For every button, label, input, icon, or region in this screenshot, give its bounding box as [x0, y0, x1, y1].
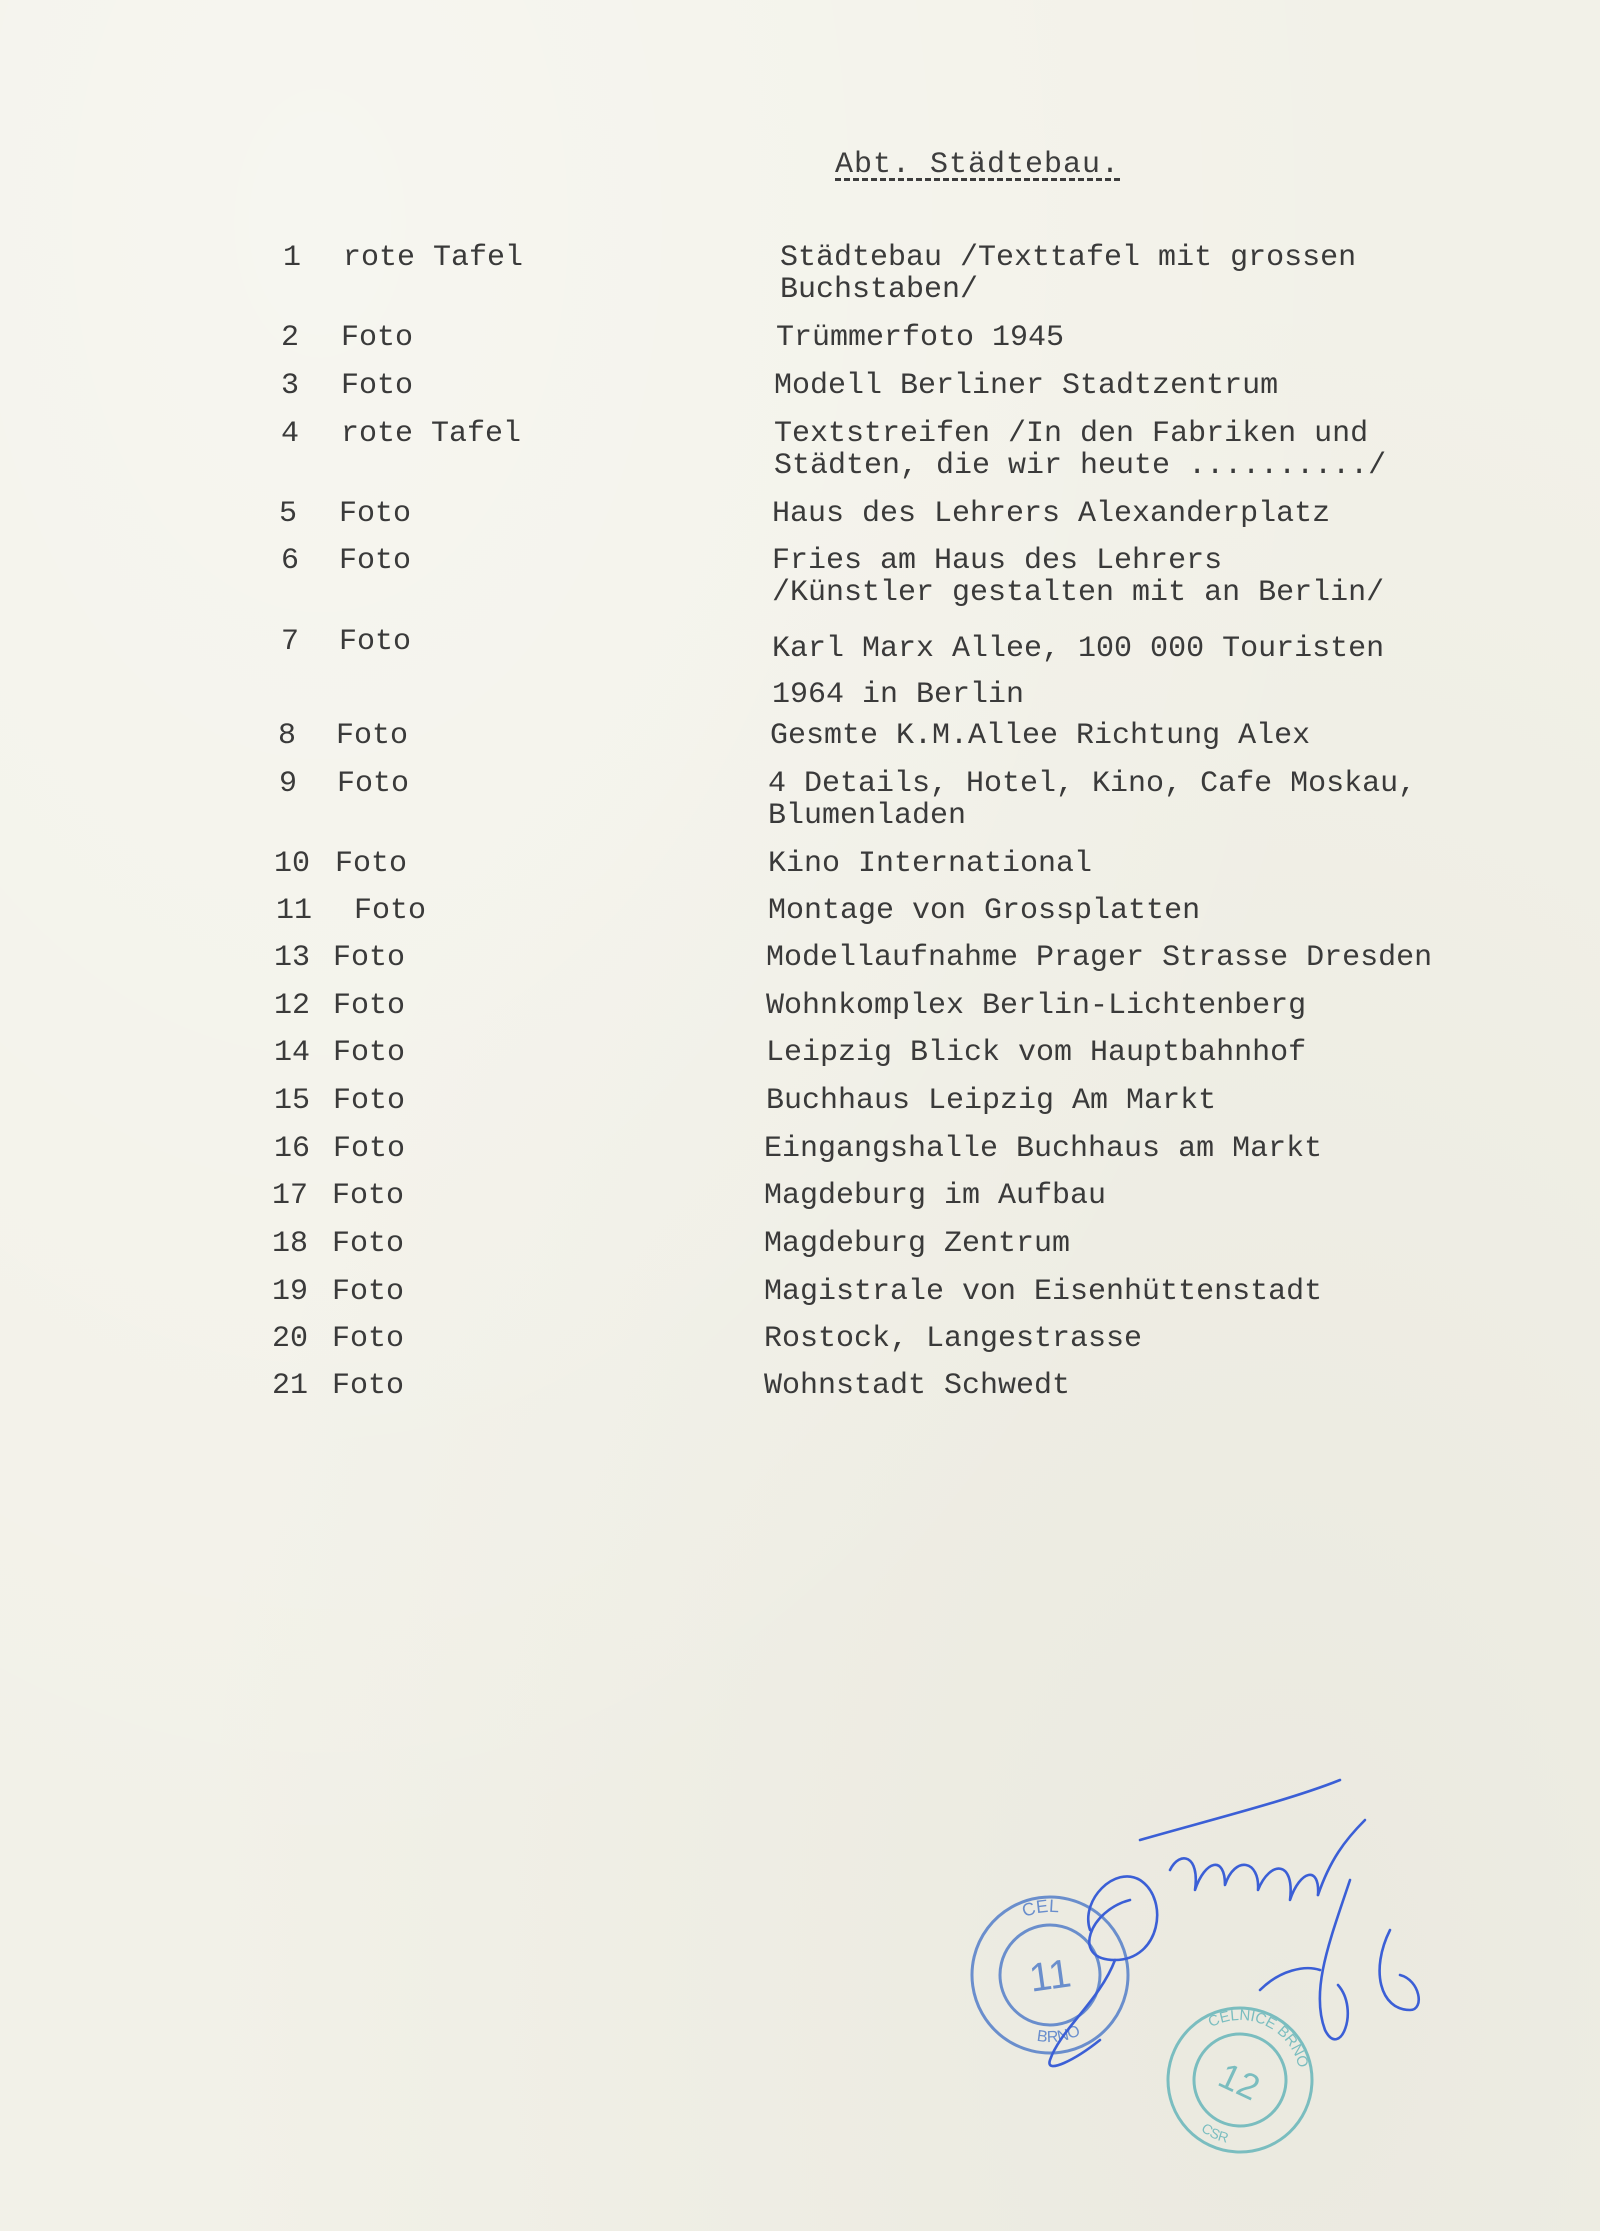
item-type: Foto	[333, 1036, 406, 1070]
item-type: Foto	[341, 321, 414, 355]
item-number: 21	[272, 1369, 309, 1403]
stamp-left-top-text: CEL	[1019, 1895, 1060, 1921]
item-number: 10	[274, 847, 311, 881]
item-number: 8	[278, 719, 297, 753]
item-number: 5	[279, 497, 298, 531]
item-number: 9	[279, 767, 298, 801]
item-type: Foto	[337, 767, 410, 801]
item-number: 16	[274, 1132, 311, 1166]
item-description: Fries am Haus des Lehrers /Künstler gestalten mit an Berlin/	[772, 544, 1385, 610]
stamp-right-number: 12	[1212, 2054, 1267, 2109]
item-number: 7	[281, 625, 300, 659]
item-description: Modell Berliner Stadtzentrum	[774, 369, 1279, 403]
item-description: 4 Details, Hotel, Kino, Cafe Moskau, Blumenladen	[768, 767, 1417, 833]
item-type: Foto	[339, 544, 412, 578]
item-type: Foto	[339, 625, 412, 659]
item-description: Magdeburg Zentrum	[764, 1227, 1071, 1261]
item-number: 4	[281, 417, 300, 451]
item-type: Foto	[333, 941, 406, 975]
item-number: 6	[281, 544, 300, 578]
item-description: Städtebau /Texttafel mit grossen Buchstaben/	[780, 241, 1357, 307]
item-description: Magistrale von Eisenhüttenstadt	[764, 1275, 1323, 1309]
item-type: Foto	[332, 1275, 405, 1309]
item-description: Rostock, Langestrasse	[764, 1322, 1143, 1356]
item-type: Foto	[333, 1084, 406, 1118]
item-type: Foto	[333, 1132, 406, 1166]
item-description: Textstreifen /In den Fabriken und Städten, die wir heute ........../	[774, 417, 1387, 483]
item-description: Modellaufnahme Prager Strasse Dresden	[766, 941, 1433, 975]
item-number: 19	[272, 1275, 309, 1309]
item-number: 14	[274, 1036, 311, 1070]
stamp-left-bottom-text: BRNO	[1035, 2022, 1083, 2047]
item-number: 15	[274, 1084, 311, 1118]
page-title: Abt. Städtebau.	[835, 148, 1121, 182]
item-number: 13	[274, 941, 311, 975]
item-type: Foto	[339, 497, 412, 531]
item-number: 11	[276, 894, 313, 928]
item-description: Wohnstadt Schwedt	[764, 1369, 1071, 1403]
item-number: 1	[283, 241, 302, 275]
item-description: Leipzig Blick vom Hauptbahnhof	[766, 1036, 1307, 1070]
item-description: Montage von Grossplatten	[768, 894, 1201, 928]
item-description: Karl Marx Allee, 100 000 Touristen 1964 in Berlin	[772, 632, 1385, 712]
item-description: Eingangshalle Buchhaus am Markt	[764, 1132, 1323, 1166]
item-number: 12	[274, 989, 311, 1023]
item-number: 18	[272, 1227, 309, 1261]
item-type: Foto	[332, 1227, 405, 1261]
item-description: Trümmerfoto 1945	[776, 321, 1065, 355]
item-type: Foto	[333, 989, 406, 1023]
handwritten-signature	[1020, 1760, 1440, 2090]
item-description: Wohnkomplex Berlin-Lichtenberg	[766, 989, 1307, 1023]
item-type: rote Tafel	[343, 241, 524, 275]
item-type: Foto	[336, 719, 409, 753]
item-description: Haus des Lehrers Alexanderplatz	[772, 497, 1331, 531]
item-type: Foto	[354, 894, 427, 928]
item-type: Foto	[332, 1369, 405, 1403]
item-description: Gesmte K.M.Allee Richtung Alex	[770, 719, 1311, 753]
stamp-left-number: 11	[1026, 1951, 1074, 2001]
stamp-right-top-text: CELNICE BRNO	[1205, 2006, 1312, 2070]
stamp-right-bottom-text: CSR	[1198, 2119, 1231, 2146]
item-number: 20	[272, 1322, 309, 1356]
item-number: 2	[281, 321, 300, 355]
item-number: 3	[281, 369, 300, 403]
item-description: Magdeburg im Aufbau	[764, 1179, 1107, 1213]
item-description: Kino International	[768, 847, 1093, 881]
item-type: Foto	[332, 1179, 405, 1213]
item-description: Buchhaus Leipzig Am Markt	[766, 1084, 1217, 1118]
item-number: 17	[272, 1179, 309, 1213]
item-type: Foto	[341, 369, 414, 403]
item-type: Foto	[335, 847, 408, 881]
item-type: rote Tafel	[341, 417, 522, 451]
item-type: Foto	[332, 1322, 405, 1356]
